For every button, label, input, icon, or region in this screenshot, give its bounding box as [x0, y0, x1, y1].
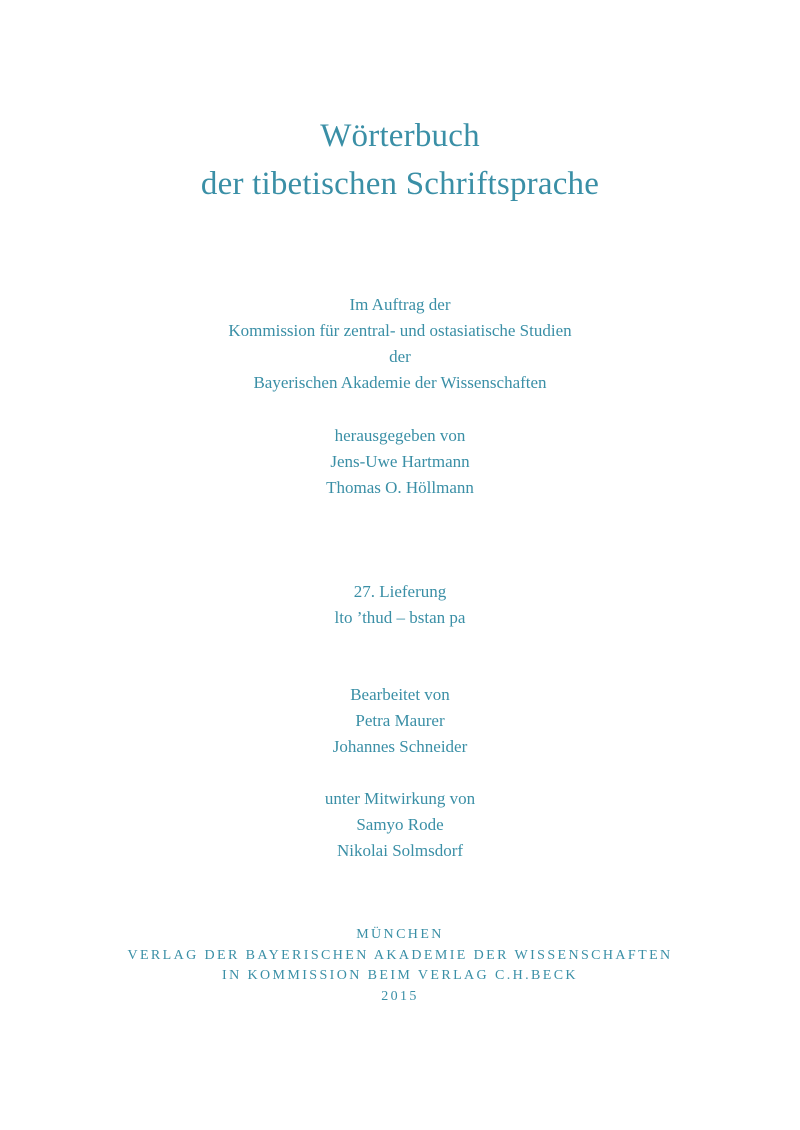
edited-by-block: [0, 682, 800, 760]
editors-block: [0, 423, 800, 501]
edited-by-label: Bearbeitet von: [350, 685, 450, 704]
collaborator-name: Nikolai Solmsdorf: [336, 841, 464, 860]
commission-block: [0, 292, 800, 396]
commission-line-2: Kommission für zentral- und ostasiatische Studien: [228, 321, 572, 340]
editor-name: Jens-Uwe Hartmann: [330, 452, 470, 471]
book-title: [0, 112, 800, 208]
title-line-1: Wörterbuch: [320, 118, 480, 154]
delivery-block: [0, 579, 800, 631]
publisher-commission: IN KOMMISSION BEIM VERLAG C.H.BECK: [222, 968, 578, 983]
collaborator-name: Samyo Rode: [356, 815, 444, 834]
commission-line-3: der: [389, 347, 411, 366]
edited-by-name: Petra Maurer: [355, 711, 445, 730]
commission-line-4: Bayerischen Akademie der Wissenschaften: [253, 373, 547, 392]
editor-name: Thomas O. Höllmann: [326, 478, 474, 497]
publisher-name: VERLAG DER BAYERISCHEN AKADEMIE DER WISSENSCHAFTEN: [127, 947, 673, 963]
editors-label: herausgegeben von: [334, 426, 466, 445]
commission-line-1: Im Auftrag der: [349, 295, 451, 314]
collaboration-block: [0, 786, 800, 864]
publisher-block: [0, 925, 800, 1007]
title-line-2: der tibetischen Schriftsprache: [200, 166, 600, 202]
delivery-range: lto ’thud – bstan pa: [334, 608, 466, 627]
collaboration-label: unter Mitwirkung von: [324, 789, 476, 808]
delivery-number: 27. Lieferung: [353, 582, 447, 601]
publisher-city: MÜNCHEN: [356, 927, 444, 942]
edited-by-name: Johannes Schneider: [332, 737, 468, 756]
publication-year: 2015: [381, 988, 419, 1004]
